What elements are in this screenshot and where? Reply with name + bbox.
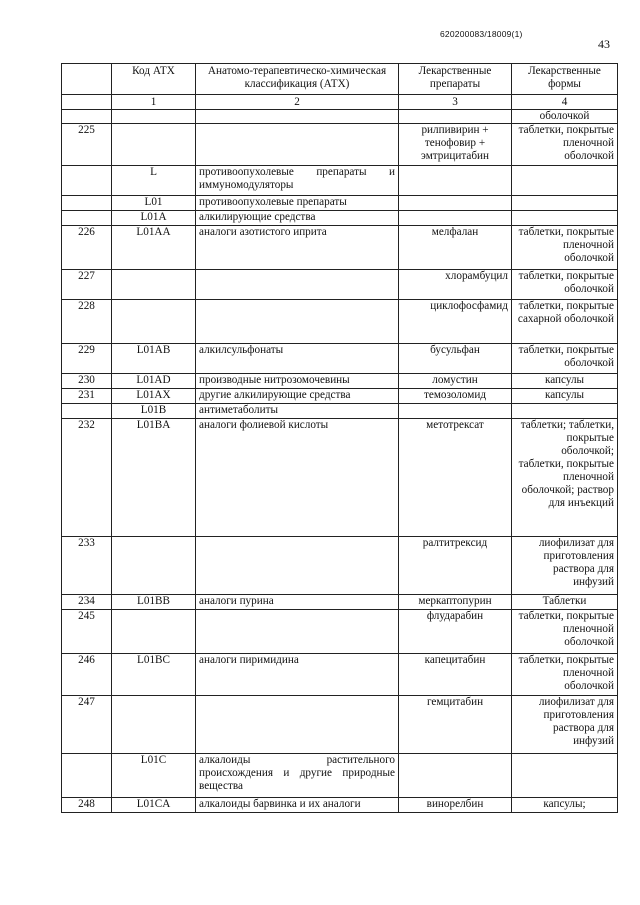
drug-cell [399, 211, 512, 226]
header-drugs: Лекарственные препараты [399, 64, 512, 95]
table-row [62, 537, 618, 595]
row-number: 234 [62, 595, 112, 610]
atx-code: L01C [112, 754, 196, 798]
table-row [62, 389, 618, 404]
atx-code [112, 300, 196, 344]
classification-cell: противоопухолевые препараты [196, 196, 399, 211]
row-number: 229 [62, 344, 112, 374]
classification-cell: аналоги азотистого иприта [196, 226, 399, 270]
row-number: 225 [62, 124, 112, 166]
table-row [62, 595, 618, 610]
drug-cell [399, 166, 512, 196]
table-row [62, 654, 618, 696]
form-cell: таблетки, покрытые пленочной оболочкой [512, 654, 618, 696]
row-number [62, 166, 112, 196]
form-cell: Таблетки [512, 595, 618, 610]
colnum-2: 2 [196, 95, 399, 110]
header-number [62, 64, 112, 95]
row-number [62, 196, 112, 211]
row-number [62, 754, 112, 798]
table-row [62, 798, 618, 813]
drug-cell: бусульфан [399, 344, 512, 374]
atx-code: L01BC [112, 654, 196, 696]
form-cell: таблетки, покрытые пленочной оболочкой [512, 124, 618, 166]
classification-cell: другие алкилирующие средства [196, 389, 399, 404]
header-forms: Лекарственные формы [512, 64, 618, 95]
drug-cell: ломустин [399, 374, 512, 389]
form-cell [512, 211, 618, 226]
drug-cell: мелфалан [399, 226, 512, 270]
classification-cell [196, 270, 399, 300]
table-row [62, 300, 618, 344]
form-cell: капсулы; [512, 798, 618, 813]
colnum-4: 4 [512, 95, 618, 110]
classification-cell: алкилсульфонаты [196, 344, 399, 374]
drug-cell: меркаптопурин [399, 595, 512, 610]
atx-code [112, 537, 196, 595]
form-cell [512, 166, 618, 196]
table-row [62, 404, 618, 419]
drug-cell [399, 196, 512, 211]
classification-cell: алкилирующие средства [196, 211, 399, 226]
atx-code [112, 124, 196, 166]
atx-code [112, 696, 196, 754]
classification-cell [196, 300, 399, 344]
classification-cell: противоопухолевые препараты и иммуномодуляторы [196, 166, 399, 196]
row-number: 226 [62, 226, 112, 270]
form-cell: таблетки, покрытые оболочкой [512, 344, 618, 374]
drug-cell: винорелбин [399, 798, 512, 813]
atx-code [112, 270, 196, 300]
classification-cell: производные нитрозомочевины [196, 374, 399, 389]
atx-code: L01BA [112, 419, 196, 537]
table-row [62, 344, 618, 374]
drug-cell: хлорамбуцил [399, 270, 512, 300]
column-number-row [62, 95, 618, 110]
row-number: 232 [62, 419, 112, 537]
row-number [62, 211, 112, 226]
form-cell: капсулы [512, 374, 618, 389]
drug-cell: гемцитабин [399, 696, 512, 754]
form-cell [512, 196, 618, 211]
drug-cell: темозоломид [399, 389, 512, 404]
drug-cell: метотрексат [399, 419, 512, 537]
row-number: 246 [62, 654, 112, 696]
atx-code: L01AA [112, 226, 196, 270]
form-cell [512, 754, 618, 798]
form-cell: капсулы [512, 389, 618, 404]
drug-cell: ралтитрексид [399, 537, 512, 595]
form-cell: лиофилизат для приготовления раствора для инфузий [512, 696, 618, 754]
atx-code: L01B [112, 404, 196, 419]
row-number: 228 [62, 300, 112, 344]
table-header-row [62, 64, 618, 95]
form-cell: таблетки; таблетки, покрытые оболочкой; таблетки, покрытые пленочной оболочкой; раствор для инъекций [512, 419, 618, 537]
atx-code: L01AX [112, 389, 196, 404]
header-code: Код АТХ [112, 64, 196, 95]
row-number: 233 [62, 537, 112, 595]
atx-code: L01A [112, 211, 196, 226]
classification-cell [196, 610, 399, 654]
table-row [62, 270, 618, 300]
atx-code: L01AB [112, 344, 196, 374]
form-cell: лиофилизат для приготовления раствора для инфузий [512, 537, 618, 595]
table-row [62, 754, 618, 798]
classification-cell: аналоги фолиевой кислоты [196, 419, 399, 537]
table-row [62, 419, 618, 537]
colnum-0 [62, 95, 112, 110]
classification-cell: алкалоиды барвинка и их аналоги [196, 798, 399, 813]
table-row [62, 211, 618, 226]
drug-cell [399, 754, 512, 798]
table-row [62, 226, 618, 270]
drug-cell [399, 404, 512, 419]
classification-cell [196, 696, 399, 754]
form-cell: таблетки, покрытые сахарной оболочкой [512, 300, 618, 344]
header-classification: Анатомо-терапевтическо-химическая классификация (АТХ) [196, 64, 399, 95]
atx-code: L01CA [112, 798, 196, 813]
drug-cell: капецитабин [399, 654, 512, 696]
atx-table [61, 63, 618, 813]
atx-code: L01 [112, 196, 196, 211]
classification-cell: алкалоиды растительного происхождения и другие природные вещества [196, 754, 399, 798]
row-number: 245 [62, 610, 112, 654]
colnum-3: 3 [399, 95, 512, 110]
table-row [62, 696, 618, 754]
form-cell [512, 404, 618, 419]
table-row [62, 374, 618, 389]
table-row [62, 610, 618, 654]
atx-code: L [112, 166, 196, 196]
form-cell: таблетки, покрытые оболочкой [512, 270, 618, 300]
row-number: 231 [62, 389, 112, 404]
colnum-1: 1 [112, 95, 196, 110]
form-cell: таблетки, покрытые пленочной оболочкой [512, 610, 618, 654]
atx-code [112, 610, 196, 654]
page-number: 43 [598, 37, 610, 51]
row-number: 248 [62, 798, 112, 813]
document-id: 620200083/18009(1) [440, 29, 523, 39]
row-number: 247 [62, 696, 112, 754]
atx-code: L01AD [112, 374, 196, 389]
classification-cell [196, 124, 399, 166]
table-row-continuation [62, 110, 618, 124]
drug-cell: циклофосфамид [399, 300, 512, 344]
classification-cell: аналоги пурина [196, 595, 399, 610]
row-number [62, 404, 112, 419]
row-number: 230 [62, 374, 112, 389]
classification-cell: аналоги пиримидина [196, 654, 399, 696]
table-row [62, 166, 618, 196]
row-number: 227 [62, 270, 112, 300]
classification-cell [196, 537, 399, 595]
drug-cell: флударабин [399, 610, 512, 654]
table-row [62, 196, 618, 211]
form-cell: таблетки, покрытые пленочной оболочкой [512, 226, 618, 270]
form-cell: оболочкой [512, 110, 618, 124]
atx-code: L01BB [112, 595, 196, 610]
table-row [62, 124, 618, 166]
drug-cell: рилпивирин + тенофовир + эмтрицитабин [399, 124, 512, 166]
classification-cell: антиметаболиты [196, 404, 399, 419]
